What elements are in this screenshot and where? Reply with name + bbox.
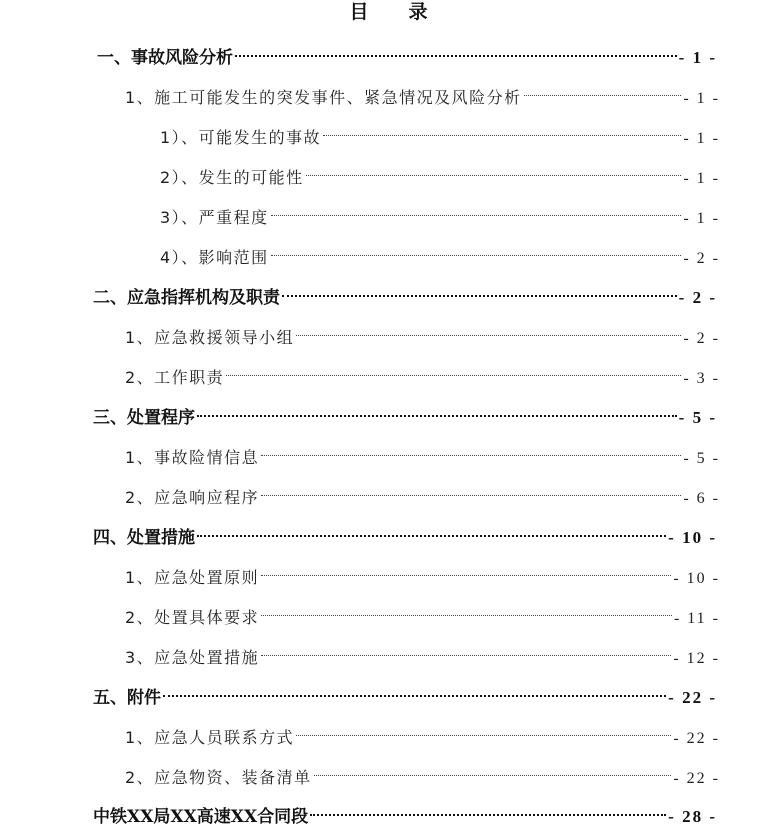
toc-entry-label: 五、附件 <box>93 688 161 708</box>
toc-leader <box>261 639 671 663</box>
toc-entry-page: - 22 - <box>673 770 720 787</box>
toc-entry[interactable] <box>93 519 717 548</box>
toc-entry-page: - 5 - <box>678 408 717 427</box>
toc-entry-label: 1、应急处置原则 <box>125 568 260 587</box>
toc-entry-page: - 1 - <box>683 130 720 147</box>
toc-entry-page: - 1 - <box>683 90 720 107</box>
toc-leader <box>296 319 681 343</box>
title-part-1: 目 <box>349 1 371 23</box>
toc-entry[interactable] <box>93 798 717 827</box>
toc-leader <box>314 759 672 783</box>
toc-entry-label: 2、处置具体要求 <box>125 608 260 627</box>
toc-entry-label: 3、应急处置措施 <box>125 648 260 667</box>
toc-leader <box>261 439 681 463</box>
toc-entry-label: 1、应急人员联系方式 <box>125 728 295 747</box>
toc-entry[interactable] <box>93 279 717 308</box>
toc-entry[interactable] <box>93 399 717 428</box>
toc-leader <box>306 159 682 183</box>
toc-entry-label: 一、事故风险分析 <box>97 48 233 68</box>
toc-entry-page: - 1 - <box>683 210 720 227</box>
toc-entry-page: - 22 - <box>668 688 717 707</box>
toc-entry[interactable] <box>97 39 717 68</box>
toc-leader <box>261 479 681 503</box>
toc-entry-page: - 10 - <box>673 570 720 587</box>
toc-leader <box>524 79 682 103</box>
toc-entry-label: 2、应急物资、装备清单 <box>125 768 312 787</box>
toc-entry-label: 1、事故险情信息 <box>125 448 260 467</box>
toc-entry[interactable] <box>160 159 720 187</box>
toc-entry-label: 二、应急指挥机构及职责 <box>93 288 280 308</box>
toc-entry-page: - 2 - <box>683 250 720 267</box>
toc-entry-page: - 2 - <box>683 330 720 347</box>
toc-entry-label: 1）、可能发生的事故 <box>160 128 322 147</box>
toc-entry-page: - 6 - <box>683 490 720 507</box>
toc-leader <box>271 239 682 263</box>
toc-entry-page: - 2 - <box>678 288 717 307</box>
toc-entry[interactable] <box>93 679 717 708</box>
toc-leader <box>163 679 666 703</box>
toc-entry[interactable] <box>125 79 720 107</box>
toc-leader <box>323 119 681 143</box>
toc-entry-page: - 12 - <box>673 650 720 667</box>
toc-entry[interactable] <box>125 599 720 627</box>
toc-entry-page: - 28 - <box>668 807 717 826</box>
toc-leader <box>197 399 677 423</box>
toc-entry-page: - 11 - <box>673 610 720 627</box>
toc-entry[interactable] <box>125 559 720 587</box>
toc-entry[interactable] <box>125 639 720 667</box>
toc-leader <box>226 359 681 383</box>
toc-entry-label: 1、应急救援领导小组 <box>125 328 295 347</box>
toc-entry-page: - 22 - <box>673 730 720 747</box>
toc-entry[interactable] <box>160 239 720 267</box>
toc-entry-label: 中铁XX局XX高速XX合同段 <box>93 807 309 827</box>
toc-entry[interactable] <box>125 479 720 507</box>
toc-entry-page: - 1 - <box>683 170 720 187</box>
title-part-2: 录 <box>408 1 430 23</box>
toc-entry-page: - 1 - <box>678 48 717 67</box>
toc-entry-label: 3）、严重程度 <box>160 208 269 227</box>
toc-entry-page: - 5 - <box>683 450 720 467</box>
toc-entry-label: 4）、影响范围 <box>160 248 269 267</box>
toc-entry-label: 2、工作职责 <box>125 368 225 387</box>
toc-leader <box>310 798 666 822</box>
toc-entry-label: 2、应急响应程序 <box>125 488 260 507</box>
toc-entry-label: 2）、发生的可能性 <box>160 168 304 187</box>
toc-entry[interactable] <box>125 439 720 467</box>
page-title <box>0 0 779 24</box>
toc-entry[interactable] <box>125 319 720 347</box>
toc-leader <box>197 519 666 543</box>
toc-entry-label: 1、施工可能发生的突发事件、紧急情况及风险分析 <box>125 88 522 107</box>
toc-leader <box>235 39 677 63</box>
toc-leader <box>282 279 677 303</box>
toc-entry-label: 三、处置程序 <box>93 408 195 428</box>
toc-entry[interactable] <box>125 719 720 747</box>
toc-leader <box>261 559 671 583</box>
toc-leader <box>271 199 682 223</box>
toc-entry-page: - 10 - <box>668 528 717 547</box>
toc-entry[interactable] <box>125 359 720 387</box>
toc-entry-label: 四、处置措施 <box>93 528 195 548</box>
toc-entry[interactable] <box>160 119 720 147</box>
toc-entry[interactable] <box>160 199 720 227</box>
toc-entry[interactable] <box>125 759 720 787</box>
toc-entry-page: - 3 - <box>683 370 720 387</box>
toc-leader <box>296 719 671 743</box>
toc-leader <box>261 599 672 623</box>
